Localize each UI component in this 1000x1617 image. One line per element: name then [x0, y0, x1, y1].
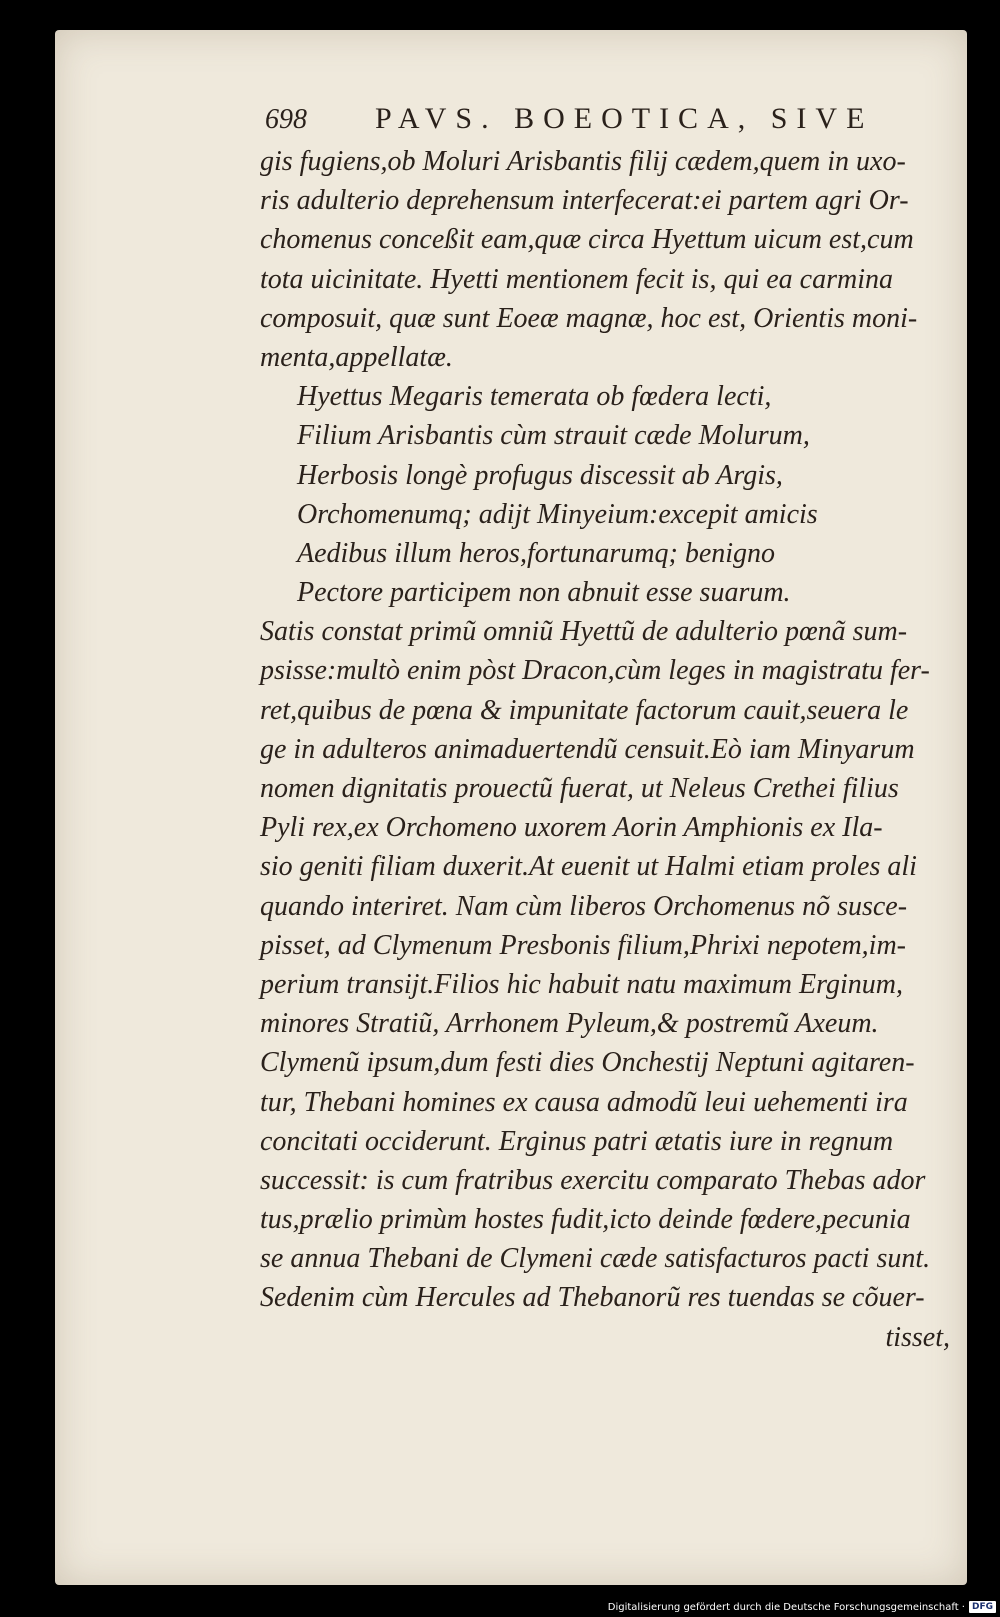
verse-line: Hyettus Megaris temerata ob fœdera lecti, [297, 381, 772, 413]
text-line: successit: is cum fratribus exercitu comparato Thebas ador [260, 1164, 926, 1196]
text-line: ge in adulteros animaduertendũ censuit.Eò iam Minyarum [260, 733, 915, 765]
catchword: tisset, [885, 1321, 950, 1353]
text-line: minores Stratiũ, Arrhonem Pyleum,& postremũ Axeum. [260, 1008, 879, 1040]
text-line: nomen dignitatis prouectũ fuerat, ut Neleus Crethei filius [260, 773, 899, 804]
text-line: sio geniti filiam duxerit.At euenit ut Halmi etiam proles ali [260, 851, 917, 883]
text-line: composuit, quæ sunt Eoeæ magnæ, hoc est, Orientis moni- [260, 302, 918, 334]
text-line: menta,appellatæ. [260, 341, 453, 373]
text-line: ris adulterio deprehensum interfecerat:ei partem agri Or- [260, 185, 909, 217]
text-line: Sedenim cùm Hercules ad Thebanorũ res tuendas se cõuer- [260, 1282, 925, 1314]
digitization-credit: Digitalisierung gefördert durch die Deutsche Forschungsgemeinschaft · [607, 1601, 965, 1613]
text-line: Satis constat primũ omniũ Hyettũ de adulterio pœnã sum- [260, 616, 908, 648]
text-line: quando interiret. Nam cùm liberos Orchomenus nõ susce- [260, 890, 908, 922]
text-line: perium transijt.Filios hic habuit natu maximum Erginum, [260, 968, 903, 1000]
text-line: pisset, ad Clymenum Presbonis filium,Phrixi nepotem,im- [260, 929, 906, 961]
page-number: 698 [265, 104, 307, 135]
dfg-logo: DFG [969, 1601, 996, 1613]
text-line: chomenus conceßit eam,quæ circa Hyettum uicum est,cum [260, 224, 914, 256]
text-line: psisse:multò enim pòst Dracon,cùm leges in magistratu fer- [260, 655, 930, 687]
digitization-footer [608, 1601, 996, 1613]
verse-line: Aedibus illum heros,fortunarumq; benigno [297, 537, 776, 569]
verse-line: Orchomenumq; adijt Minyeium:excepit amicis [297, 498, 818, 530]
text-line: Pyli rex,ex Orchomeno uxorem Aorin Amphionis ex Ila- [260, 812, 883, 844]
text-line: tur, Thebani homines ex causa admodũ leui uehementi ira [260, 1086, 908, 1118]
verse-line: Pectore participem non abnuit esse suarum. [297, 577, 791, 609]
verse-line: Herbosis longè profugus discessit ab Argis, [297, 459, 783, 491]
text-line: gis fugiens,ob Moluri Arisbantis filij cædem,quem in uxo- [260, 146, 906, 177]
text-line: tus,prælio primùm hostes fudit,icto deinde fœdere,pecunia [260, 1204, 911, 1236]
running-title: PAVS. BOEOTICA, SIVE [375, 102, 874, 135]
text-line: Clymenũ ipsum,dum festi dies Onchestij Neptuni agitaren- [260, 1047, 915, 1079]
verse-line: Filium Arisbantis cùm strauit cæde Molurum, [297, 420, 810, 452]
book-page [55, 30, 967, 1585]
page-header [265, 102, 945, 142]
text-line: concitati occiderunt. Erginus patri ætatis iure in regnum [260, 1125, 894, 1157]
text-line: tota uicinitate. Hyetti mentionem fecit is, qui ea carmina [260, 263, 893, 295]
text-line: se annua Thebani de Clymeni cæde satisfacturos pacti sunt. [260, 1243, 931, 1275]
body-text [260, 142, 950, 1357]
text-line: ret,quibus de pœna & impunitate factorum cauit,seuera le [260, 694, 909, 726]
